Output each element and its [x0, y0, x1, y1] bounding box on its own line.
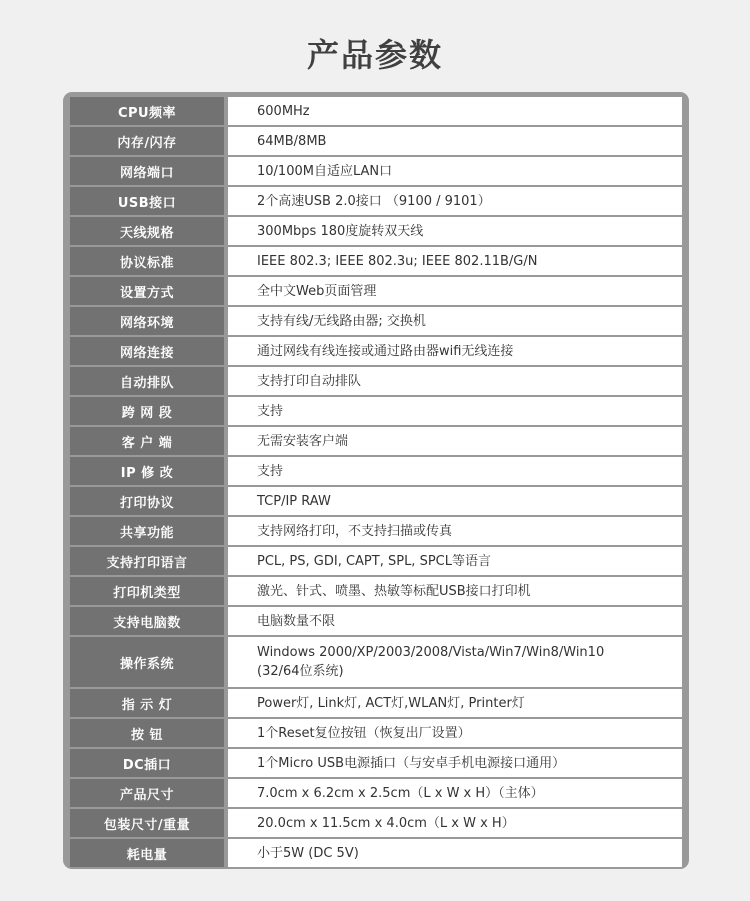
- row-label: 产品尺寸: [70, 779, 224, 807]
- table-row: [70, 277, 682, 305]
- row-value: [228, 749, 682, 777]
- row-value: [228, 809, 682, 837]
- row-value-line: Windows 2000/XP/2003/2008/Vista/Win7/Win8/Win10: [257, 645, 605, 660]
- row-label: 打印协议: [70, 487, 224, 515]
- row-value-line: 通过网线有线连接或通过路由器wifi无线连接: [257, 343, 514, 359]
- row-label: DC插口: [70, 749, 224, 777]
- row-label: 网络连接: [70, 337, 224, 365]
- row-label: 协议标准: [70, 247, 224, 275]
- row-value-line: 电脑数量不限: [257, 613, 336, 629]
- row-value-line: 支持: [257, 403, 284, 419]
- row-value-line: 支持: [257, 463, 284, 479]
- row-label: 支持电脑数: [70, 607, 224, 635]
- row-value-line: 300Mbps 180度旋转双天线: [257, 223, 424, 239]
- table-row: [70, 397, 682, 425]
- table-row: [70, 127, 682, 155]
- row-value: [228, 577, 682, 605]
- row-value-line: 7.0cm x 6.2cm x 2.5cm（L x W x H）（主体）: [257, 785, 544, 801]
- row-value-line: 20.0cm x 11.5cm x 4.0cm（L x W x H）: [257, 815, 515, 831]
- row-value: [228, 547, 682, 575]
- row-label: 打印机类型: [70, 577, 224, 605]
- table-row: [70, 779, 682, 807]
- row-value-line: 支持打印自动排队: [257, 373, 362, 389]
- table-row: [70, 607, 682, 635]
- row-value: [228, 427, 682, 455]
- row-label: CPU频率: [70, 97, 224, 125]
- row-value: [228, 457, 682, 485]
- row-value: [228, 517, 682, 545]
- row-label: 自动排队: [70, 367, 224, 395]
- row-label: 网络环境: [70, 307, 224, 335]
- table-row: [70, 187, 682, 215]
- table-row: [70, 577, 682, 605]
- row-value: [228, 607, 682, 635]
- table-row: [70, 217, 682, 245]
- row-value: [228, 779, 682, 807]
- row-value-line: Power灯, Link灯, ACT灯,WLAN灯, Printer灯: [257, 695, 525, 711]
- row-label: 网络端口: [70, 157, 224, 185]
- page-title: 产品参数: [306, 36, 443, 74]
- row-value-line: 1个Reset复位按钮（恢复出厂设置）: [257, 725, 471, 741]
- row-value-line: 10/100M自适应LAN口: [257, 163, 393, 179]
- row-label: USB接口: [70, 187, 224, 215]
- table-row: [70, 247, 682, 275]
- row-value-line: IEEE 802.3; IEEE 802.3u; IEEE 802.11B/G/N: [257, 253, 538, 269]
- row-value: [228, 97, 682, 125]
- row-value-line: 600MHz: [257, 103, 310, 119]
- row-label: 天线规格: [70, 217, 224, 245]
- row-value: [228, 637, 682, 687]
- table-row: [70, 457, 682, 485]
- table-row: [70, 719, 682, 747]
- row-value-line: 1个Micro USB电源插口（与安卓手机电源接口通用）: [257, 755, 566, 771]
- table-row: [70, 749, 682, 777]
- row-value: [228, 307, 682, 335]
- table-row: [70, 337, 682, 365]
- table-row: [70, 689, 682, 717]
- row-value-line: (32/64位系统): [257, 664, 344, 679]
- table-row: [70, 839, 682, 867]
- table-row: [70, 97, 682, 125]
- row-label: 包装尺寸/重量: [70, 809, 224, 837]
- row-label: 按 钮: [70, 719, 224, 747]
- row-value-line: 支持网络打印，不支持扫描或传真: [257, 523, 453, 539]
- table-row: [70, 637, 682, 687]
- row-value-line: 小于5W (DC 5V): [257, 845, 359, 861]
- table-row: [70, 547, 682, 575]
- table-row: [70, 367, 682, 395]
- row-value: [228, 217, 682, 245]
- row-label: 操作系统: [70, 637, 224, 687]
- row-value: [228, 187, 682, 215]
- table-row: [70, 427, 682, 455]
- row-value: [228, 247, 682, 275]
- row-value: [228, 719, 682, 747]
- row-value: [228, 839, 682, 867]
- spec-table: [70, 97, 682, 867]
- table-row: [70, 517, 682, 545]
- table-row: [70, 809, 682, 837]
- row-value: [228, 157, 682, 185]
- table-row: [70, 487, 682, 515]
- row-label: 内存/闪存: [70, 127, 224, 155]
- row-value: [228, 277, 682, 305]
- row-value-line: PCL, PS, GDI, CAPT, SPL, SPCL等语言: [257, 553, 491, 569]
- row-value-line: 激光、针式、喷墨、热敏等标配USB接口打印机: [257, 583, 531, 599]
- row-value: [228, 689, 682, 717]
- row-label: 耗电量: [70, 839, 224, 867]
- row-value-line: 2个高速USB 2.0接口 （9100 / 9101）: [257, 193, 491, 209]
- row-label: 共享功能: [70, 517, 224, 545]
- row-value: [228, 367, 682, 395]
- table-row: [70, 157, 682, 185]
- row-value-line: TCP/IP RAW: [257, 493, 331, 509]
- row-value-line: 支持有线/无线路由器; 交换机: [257, 313, 426, 329]
- row-value: [228, 337, 682, 365]
- row-value: [228, 127, 682, 155]
- row-label: IP 修 改: [70, 457, 224, 485]
- row-value-line: 全中文Web页面管理: [257, 283, 377, 299]
- row-value-line: 64MB/8MB: [257, 133, 327, 149]
- row-value: [228, 487, 682, 515]
- row-label: 指 示 灯: [70, 689, 224, 717]
- row-label: 跨 网 段: [70, 397, 224, 425]
- table-row: [70, 307, 682, 335]
- row-value-line: 无需安装客户端: [257, 433, 349, 449]
- row-label: 客 户 端: [70, 427, 224, 455]
- row-label: 设置方式: [70, 277, 224, 305]
- row-label: 支持打印语言: [70, 547, 224, 575]
- row-value: [228, 397, 682, 425]
